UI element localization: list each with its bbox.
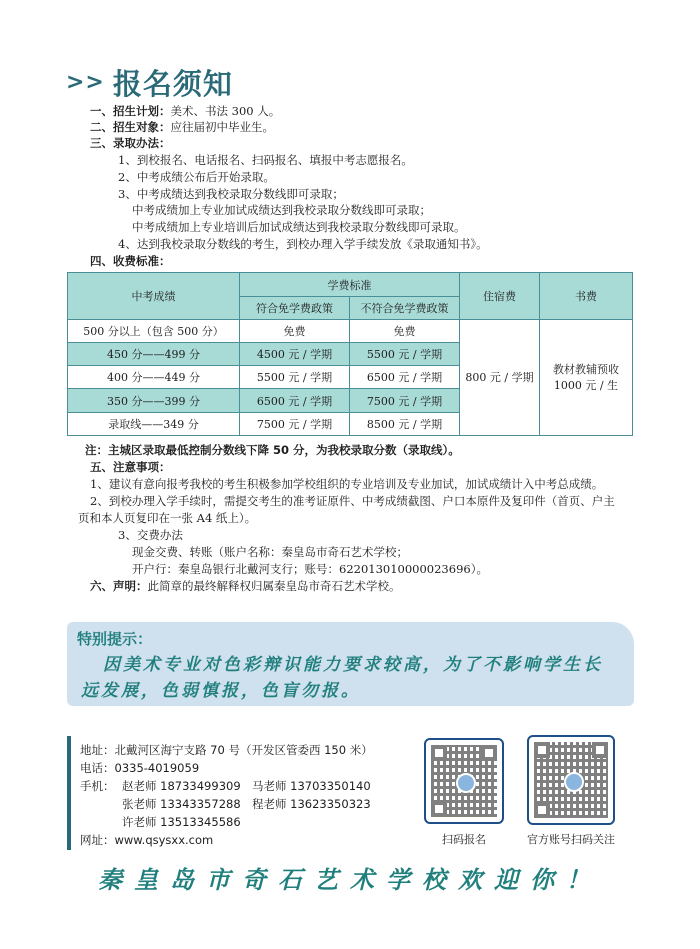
admission-item: 中考成绩加上专业培训后加试成绩达到我校录取分数线即可录取。 xyxy=(132,220,466,234)
section-text: 应往届初中毕业生。 xyxy=(170,120,274,134)
notes-item: 开户行：秦皇岛银行北戴河支行；账号：622013010000023696）。 xyxy=(132,562,488,576)
cell-lodging: 800 元 / 学期 xyxy=(460,319,540,435)
cell-policy-yes: 4500 元 / 学期 xyxy=(240,342,350,365)
cell-policy-yes: 免费 xyxy=(240,319,350,342)
contact-teacher: 马老师 13703350140 xyxy=(252,779,371,793)
cell-policy-no: 7500 元 / 学期 xyxy=(350,389,460,412)
contact-accent-bar xyxy=(67,736,75,850)
header-lodging: 住宿费 xyxy=(460,273,540,320)
cell-policy-no: 5500 元 / 学期 xyxy=(350,342,460,365)
cell-books xyxy=(540,319,633,435)
notes-item: 3、交费办法 xyxy=(118,528,183,542)
cell-score: 400 分——449 分 xyxy=(68,366,240,389)
qr-finder xyxy=(592,742,608,758)
cell-policy-yes: 7500 元 / 学期 xyxy=(240,412,350,435)
section-label: 三、录取办法： xyxy=(90,136,171,150)
cell-policy-yes: 5500 元 / 学期 xyxy=(240,366,350,389)
notice-title: 特别提示： xyxy=(77,630,153,648)
contact-teacher: 赵老师 18733499309 xyxy=(122,779,241,793)
contact-mobile-label: 手机： xyxy=(80,779,115,793)
cell-score: 录取线——349 分 xyxy=(68,412,240,435)
section-admission xyxy=(90,135,171,151)
table-row xyxy=(68,319,633,342)
cell-score: 500 分以上（包含 500 分） xyxy=(68,319,240,342)
contact-teacher: 张老师 13343357288 xyxy=(122,797,241,811)
section-label: 二、招生对象： xyxy=(90,120,171,134)
qr-pattern xyxy=(431,745,497,817)
admission-item: 中考成绩加上专业加试成绩达到我校录取分数线即可录取； xyxy=(132,203,431,217)
cell-score: 450 分——499 分 xyxy=(68,342,240,365)
header-tuition: 学费标准 xyxy=(240,273,460,297)
admission-item: 2、中考成绩公布后开始录取。 xyxy=(118,170,275,184)
section-text: 此简章的最终解释权归属秦皇岛市奇石艺术学校。 xyxy=(147,579,401,593)
fee-note: 注：主城区录取最低控制分数线下降 50 分，为我校录取分数（录取线）。 xyxy=(85,443,460,457)
qr-label-official: 官方账号扫码关注 xyxy=(527,833,615,846)
header-policy-no: 不符合免学费政策 xyxy=(350,297,460,319)
cell-policy-no: 6500 元 / 学期 xyxy=(350,366,460,389)
qr-label-register: 扫码报名 xyxy=(442,833,486,846)
section-label: 一、招生计划： xyxy=(90,104,171,118)
header-books: 书费 xyxy=(540,273,633,320)
section-enrollment-plan xyxy=(90,103,280,119)
notice-text: 因美术专业对色彩辩识能力要求较高，为了不影响学生长远发展，色弱慎报，色盲勿报。 xyxy=(81,655,603,701)
books-line: 1000 元 / 生 xyxy=(553,379,619,393)
welcome-banner: 秦皇岛市奇石艺术学校欢迎你！ xyxy=(98,865,602,894)
header-score: 中考成绩 xyxy=(68,273,240,320)
section-fees xyxy=(90,253,171,269)
official-account-qr-code[interactable] xyxy=(527,735,615,825)
qr-finder xyxy=(431,801,447,817)
qr-finder xyxy=(481,745,497,761)
title-text: 报名须知 xyxy=(112,66,233,101)
cell-policy-no: 免费 xyxy=(350,319,460,342)
section-target xyxy=(90,119,274,135)
section-label: 五、注意事项： xyxy=(90,460,171,474)
fee-table xyxy=(67,272,633,436)
notes-item: 2、到校办理入学手续时，需提交考生的准考证原件、中考成绩截图、户口本原件及复印件（首页、户主 xyxy=(90,494,615,508)
section-statement xyxy=(90,578,401,594)
header-policy-yes: 符合免学费政策 xyxy=(240,297,350,319)
notes-item: 1、建议有意向报考我校的考生积极参加学校组织的专业培训及专业加试，加试成绩计入中考总成绩。 xyxy=(90,477,604,491)
notes-item: 现金交费、转账（账户名称：秦皇岛市奇石艺术学校； xyxy=(132,545,408,559)
cell-score: 350 分——399 分 xyxy=(68,389,240,412)
school-logo-icon xyxy=(564,772,584,792)
contact-teacher: 许老师 13513345586 xyxy=(122,815,241,829)
admission-item: 4、达到我校录取分数线的考生，到校办理入学手续发放《录取通知书》。 xyxy=(118,237,488,251)
notes-item: 页和本人页复印在一张 A4 纸上）。 xyxy=(78,511,257,525)
section-notes xyxy=(90,459,171,475)
section-label: 六、声明： xyxy=(90,579,148,593)
qr-finder xyxy=(534,742,550,758)
section-label: 四、收费标准： xyxy=(90,254,171,268)
contact-address: 地址：北戴河区海宁支路 70 号（开发区管委西 150 米） xyxy=(80,743,373,757)
admission-item: 1、到校报名、电话报名、扫码报名、填报中考志愿报名。 xyxy=(118,153,413,167)
special-notice xyxy=(67,622,634,706)
books-line: 教材教辅预收 xyxy=(553,363,619,377)
page-title xyxy=(66,60,233,104)
admission-item: 3、中考成绩达到我校录取分数线即可录取； xyxy=(118,187,344,201)
title-arrows: >> xyxy=(66,69,105,95)
contact-website: 网址：www.qsysxx.com xyxy=(80,833,214,847)
register-qr-code[interactable] xyxy=(424,738,504,824)
qr-finder xyxy=(431,745,447,761)
school-logo-icon xyxy=(456,773,476,793)
qr-pattern xyxy=(534,742,608,818)
cell-policy-yes: 6500 元 / 学期 xyxy=(240,389,350,412)
qr-finder xyxy=(534,802,550,818)
cell-policy-no: 8500 元 / 学期 xyxy=(350,412,460,435)
contact-phone: 电话：0335-4019059 xyxy=(80,761,200,775)
section-text: 美术、书法 300 人。 xyxy=(170,104,281,118)
contact-teacher: 程老师 13623350323 xyxy=(252,797,371,811)
